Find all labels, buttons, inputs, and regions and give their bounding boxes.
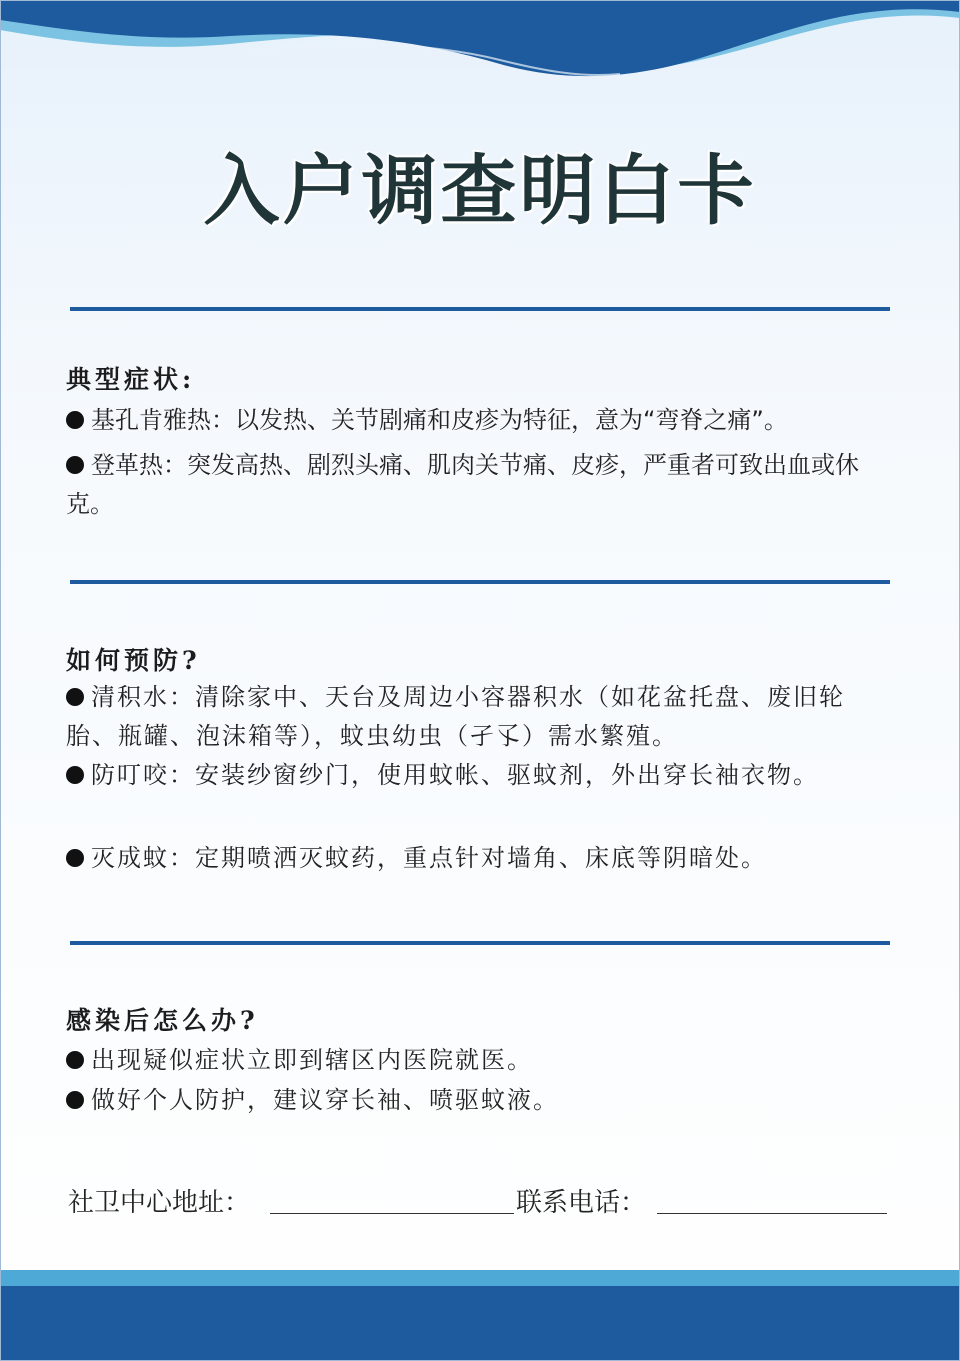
prevention-item <box>66 678 876 756</box>
symptom-text: 登革热：突发高热、剧烈头痛、肌肉关节痛、皮疹，严重者可致出血或休克。 <box>66 451 859 518</box>
top-wave-decoration <box>0 0 960 110</box>
after-infection-text: 做好个人防护，建议穿长袖、喷驱蚊液。 <box>91 1086 559 1114</box>
bottom-band <box>0 1286 960 1361</box>
prevention-heading: 如何预防? <box>66 646 201 675</box>
section-divider <box>70 307 890 311</box>
bullet-icon <box>66 411 84 429</box>
symptoms-heading: 典型症状: <box>66 365 196 394</box>
address-blank-field[interactable] <box>270 1213 514 1214</box>
bullet-icon <box>66 766 84 784</box>
after-infection-item <box>66 1081 876 1120</box>
bullet-icon <box>66 456 84 474</box>
symptom-item <box>66 401 896 440</box>
bottom-band-accent <box>0 1270 960 1286</box>
section-divider <box>70 941 890 945</box>
after-infection-text: 出现疑似症状立即到辖区内医院就医。 <box>91 1046 533 1074</box>
prevention-text: 灭成蚊：定期喷洒灭蚊药，重点针对墙角、床底等阴暗处。 <box>91 844 767 872</box>
phone-blank-field[interactable] <box>657 1213 887 1214</box>
symptom-item <box>66 446 896 524</box>
bullet-icon <box>66 849 84 867</box>
address-label: 社卫中心地址： <box>68 1188 251 1218</box>
section-divider <box>70 580 890 584</box>
bullet-icon <box>66 1091 84 1109</box>
prevention-item <box>66 756 846 795</box>
after-infection-item <box>66 1041 876 1080</box>
prevention-text: 防叮咬：安装纱窗纱门，使用蚊帐、驱蚊剂，外出穿长袖衣物。 <box>91 761 819 789</box>
bullet-icon <box>66 688 84 706</box>
phone-label: 联系电话： <box>516 1188 647 1218</box>
symptom-text: 基孔肯雅热：以发热、关节剧痛和皮疹为特征，意为“弯脊之痛”。 <box>91 406 788 434</box>
after-infection-heading: 感染后怎么办? <box>66 1006 259 1035</box>
bullet-icon <box>66 1051 84 1069</box>
prevention-text: 清积水：清除家中、天台及周边小容器积水（如花盆托盘、废旧轮胎、瓶罐、泡沫箱等），蚊虫幼虫（孑孓）需水繁殖。 <box>66 683 845 750</box>
prevention-item <box>66 839 876 878</box>
page-title: 入户调查明白卡 <box>203 146 757 235</box>
